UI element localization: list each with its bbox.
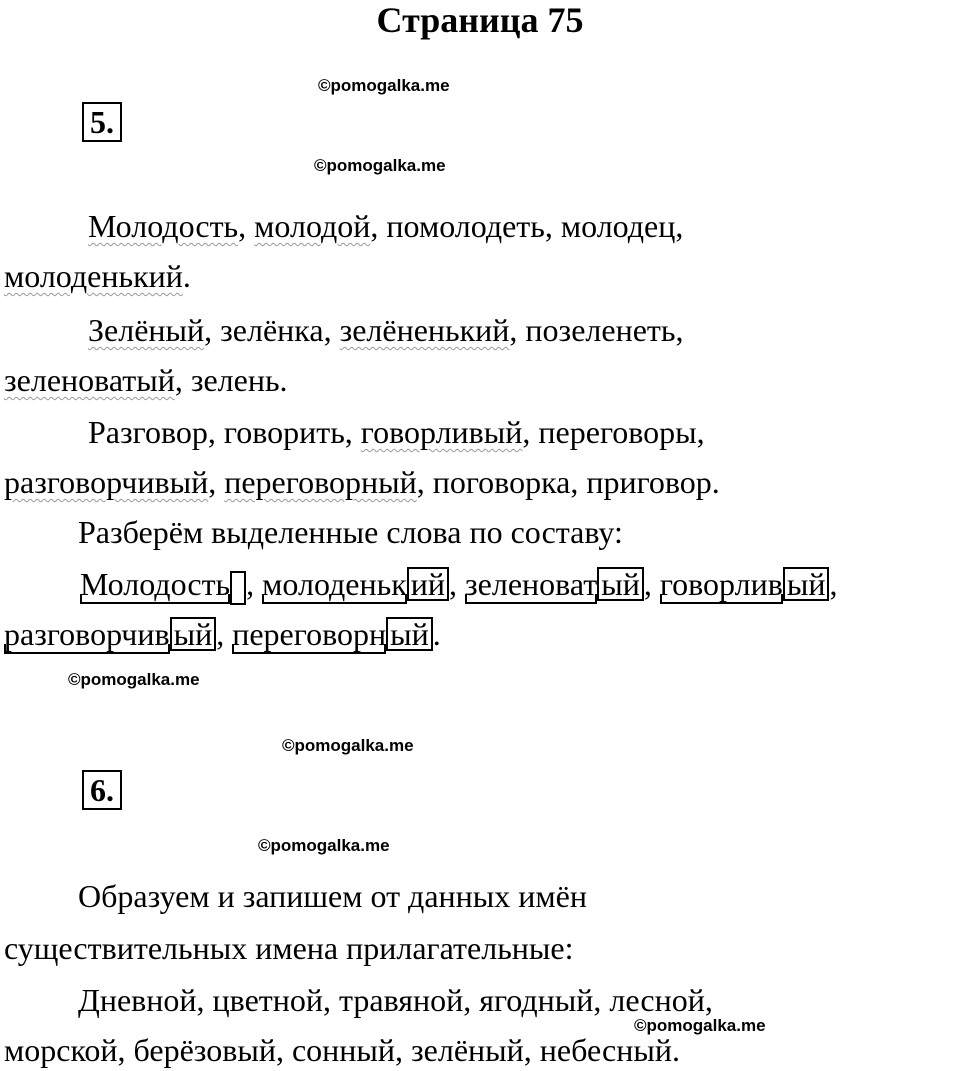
punct: , <box>174 362 191 398</box>
page-title: Страница 75 <box>376 0 584 40</box>
word-text: молодец <box>560 208 676 244</box>
ending: ый <box>170 617 217 651</box>
stem-text: зеленоват <box>465 566 598 602</box>
punct: , <box>323 312 340 348</box>
stem-text: разговорчив <box>4 616 170 652</box>
punct: , <box>675 208 684 244</box>
task5-line-1 <box>88 208 683 244</box>
word-text: зелёненький <box>339 312 510 348</box>
task6-line-2: существительных имена прилагательные: <box>4 930 574 966</box>
word-text: позеленеть <box>525 312 676 348</box>
punct: , <box>416 464 433 500</box>
task5-line-6 <box>4 464 720 500</box>
punct: , <box>207 414 224 450</box>
zero-ending <box>230 571 246 605</box>
ending: ый <box>783 567 830 601</box>
punct: , <box>344 414 361 450</box>
punct: , <box>544 208 561 244</box>
punct: , <box>509 312 526 348</box>
task6-line-3: Дневной, цветной, травяной, ягодный, лесной, <box>78 982 713 1018</box>
ending: ий <box>407 567 449 601</box>
word-stem <box>660 566 783 602</box>
punct: , <box>204 312 221 348</box>
word-text: переговорный <box>224 464 417 500</box>
punct: , <box>370 208 387 244</box>
word-text: зелень <box>190 362 280 398</box>
punct: , <box>522 414 539 450</box>
task5-line-4 <box>4 362 288 398</box>
word <box>88 208 238 244</box>
punct: , <box>675 312 684 348</box>
punct: , <box>238 208 255 244</box>
task6-line-4: морской, берёзовый, сонный, зелёный, небесный. <box>4 1032 680 1068</box>
punct: , <box>696 414 705 450</box>
word-text: молодой <box>254 208 371 244</box>
word-stem <box>262 566 407 602</box>
punct: , <box>208 464 225 500</box>
word-text: Разговор <box>88 414 208 450</box>
word-stem <box>232 616 386 652</box>
punct: , <box>246 566 263 602</box>
word-text: переговоры <box>538 414 697 450</box>
stem-text: Молодость <box>80 566 231 602</box>
watermark: ©pomogalka.me <box>314 156 446 175</box>
word-text: зеленоватый <box>4 362 175 398</box>
parse-intro: Разберём выделенные слова по составу: <box>78 514 623 550</box>
word-text: приговор <box>586 464 712 500</box>
task-number-6: 6. <box>82 770 122 810</box>
task5-line-2 <box>4 258 191 294</box>
word-text: помолодеть <box>386 208 545 244</box>
word-text: зелёнка <box>220 312 324 348</box>
punct: . <box>182 258 191 294</box>
task-number-5: 5. <box>82 102 122 142</box>
punct: , <box>449 566 466 602</box>
punct: . <box>711 464 720 500</box>
word-text: разговорчивый <box>4 464 209 500</box>
watermark: ©pomogalka.me <box>282 736 414 755</box>
word-text: говорить <box>223 414 345 450</box>
stem-text: переговорн <box>232 616 387 652</box>
parsed-line-2 <box>4 616 441 652</box>
watermark: ©pomogalka.me <box>68 670 200 689</box>
task5-line-5 <box>88 414 705 450</box>
word <box>254 208 370 244</box>
word-text: поговорка <box>432 464 571 500</box>
punct: . <box>279 362 288 398</box>
watermark: ©pomogalka.me <box>258 836 390 855</box>
word-text: Зелёный <box>88 312 205 348</box>
watermark: ©pomogalka.me <box>634 1016 766 1035</box>
ending: ый <box>597 567 644 601</box>
stem-text: говорлив <box>659 566 783 602</box>
watermark: ©pomogalka.me <box>318 76 450 95</box>
word-stem <box>465 566 597 602</box>
punct: , <box>570 464 587 500</box>
punct: , <box>216 616 233 652</box>
ending: ый <box>386 617 433 651</box>
punct: , <box>643 566 660 602</box>
stem-text: молоденьк <box>262 566 407 602</box>
punct: . <box>432 616 441 652</box>
word-text: говорливый <box>360 414 523 450</box>
word-text: Молодость <box>88 208 239 244</box>
task6-line-1: Образуем и запишем от данных имён <box>78 878 587 914</box>
task5-line-3 <box>88 312 683 348</box>
word-stem <box>4 616 170 652</box>
word-text: молоденький <box>4 258 183 294</box>
parsed-line-1 <box>80 566 837 605</box>
word-stem <box>80 566 230 602</box>
punct: , <box>829 566 838 602</box>
